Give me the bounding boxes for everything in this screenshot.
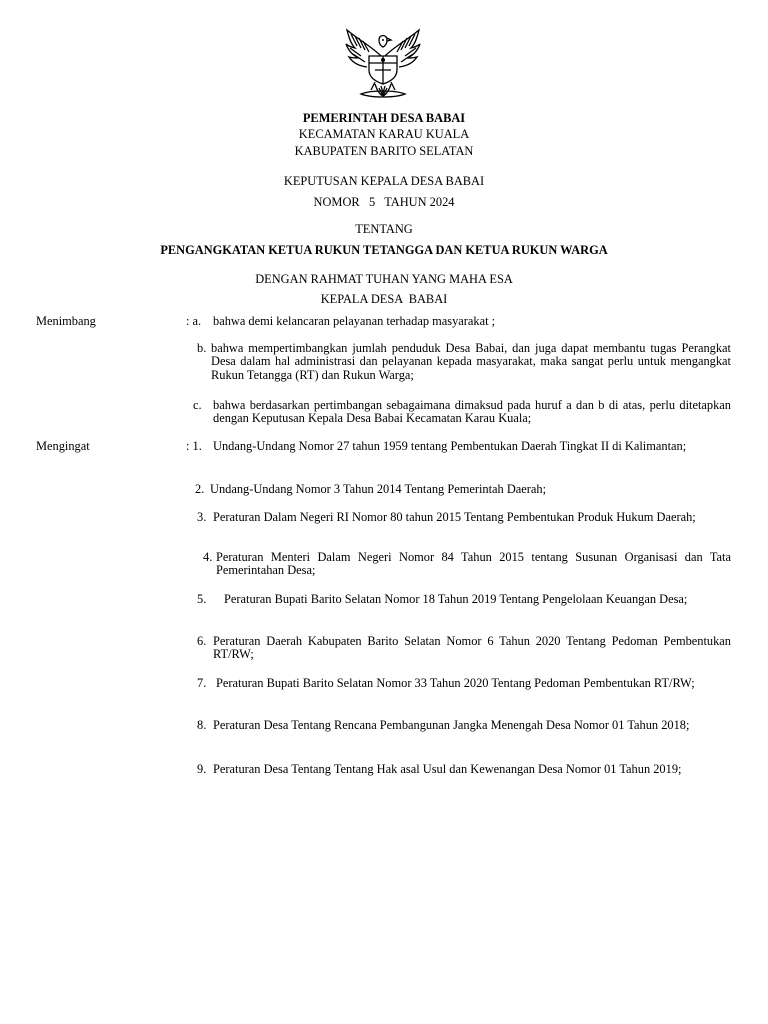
item-marker: 5. (197, 592, 207, 606)
decree-title: KEPUTUSAN KEPALA DESA BABAI (283, 174, 485, 188)
item-text: Undang-Undang Nomor 3 Tahun 2014 Tentang Pemerintah Daerah; (210, 482, 547, 496)
item-text: Peraturan Desa Tentang Tentang Hak asal Usul dan Kewenangan Desa Nomor 01 Tahun 2019; (213, 762, 682, 776)
decree-number: NOMOR 5 TAHUN 2024 (313, 195, 455, 209)
item-text: Undang-Undang Nomor 27 tahun 1959 tentang Pembentukan Daerah Tingkat II di Kalimantan; (213, 439, 687, 453)
item-marker: 2. (195, 482, 205, 496)
item-text: Peraturan Menteri Dalam Negeri Nomor 84 Tahun 2015 tentang Susunan Organisasi dan Tata Pemerintahan Desa; (216, 550, 731, 578)
mengingat-label: Mengingat (36, 439, 90, 453)
item-text: bahwa berdasarkan pertimbangan sebagaimana dimaksud pada huruf a dan b di atas, perlu ditetapkan dengan Keputusan Kepala Desa Babai Kecamatan Karau Kuala; (213, 398, 731, 426)
decree-issuer: KEPALA DESA BABAI (320, 292, 448, 306)
item-text: Peraturan Dalam Negeri RI Nomor 80 tahun 2015 Tentang Pembentukan Produk Hukum Daerah; (213, 510, 696, 524)
decree-blessing: DENGAN RAHMAT TUHAN YANG MAHA ESA (255, 272, 513, 286)
item-text: Peraturan Daerah Kabupaten Barito Selatan Nomor 6 Tahun 2020 Tentang Pedoman Pembentukan RT/RW; (213, 634, 731, 662)
item-marker: c. (193, 398, 202, 412)
decree-about: TENTANG (355, 222, 413, 236)
item-marker: 4. (203, 550, 213, 564)
menimbang-label: Menimbang (36, 314, 96, 328)
item-marker: 3. (197, 510, 207, 524)
item-text: bahwa mempertimbangkan jumlah penduduk Desa Babai, dan juga dapat membantu tugas Perangkat Desa dalam hal administrasi dan pelayanan kepada masyarakat, maka sangat perlu untuk mengangkat Rukun Tetangga (RT) dan Rukun Warga; (211, 341, 731, 382)
item-marker: 7. (197, 676, 207, 690)
government-title: PEMERINTAH DESA BABAI (302, 111, 466, 125)
item-marker: b. (197, 341, 207, 355)
decree-subject: PENGANGKATAN KETUA RUKUN TETANGGA DAN KETUA RUKUN WARGA (160, 243, 608, 257)
item-marker: : a. (186, 314, 202, 328)
item-text: Peraturan Bupati Barito Selatan Nomor 18 Tahun 2019 Tentang Pengelolaan Keuangan Desa; (224, 592, 688, 606)
item-marker: : 1. (186, 439, 202, 453)
regency-name: KABUPATEN BARITO SELATAN (294, 144, 474, 158)
item-text: bahwa demi kelancaran pelayanan terhadap masyarakat ; (213, 314, 496, 328)
garuda-emblem-icon (341, 26, 425, 104)
item-marker: 9. (197, 762, 207, 776)
item-marker: 8. (197, 718, 207, 732)
item-text: Peraturan Desa Tentang Rencana Pembangunan Jangka Menengah Desa Nomor 01 Tahun 2018; (213, 718, 690, 732)
item-text: Peraturan Bupati Barito Selatan Nomor 33 Tahun 2020 Tentang Pedoman Pembentukan RT/RW; (216, 676, 695, 690)
item-marker: 6. (197, 634, 207, 648)
district-name: KECAMATAN KARAU KUALA (298, 127, 470, 141)
